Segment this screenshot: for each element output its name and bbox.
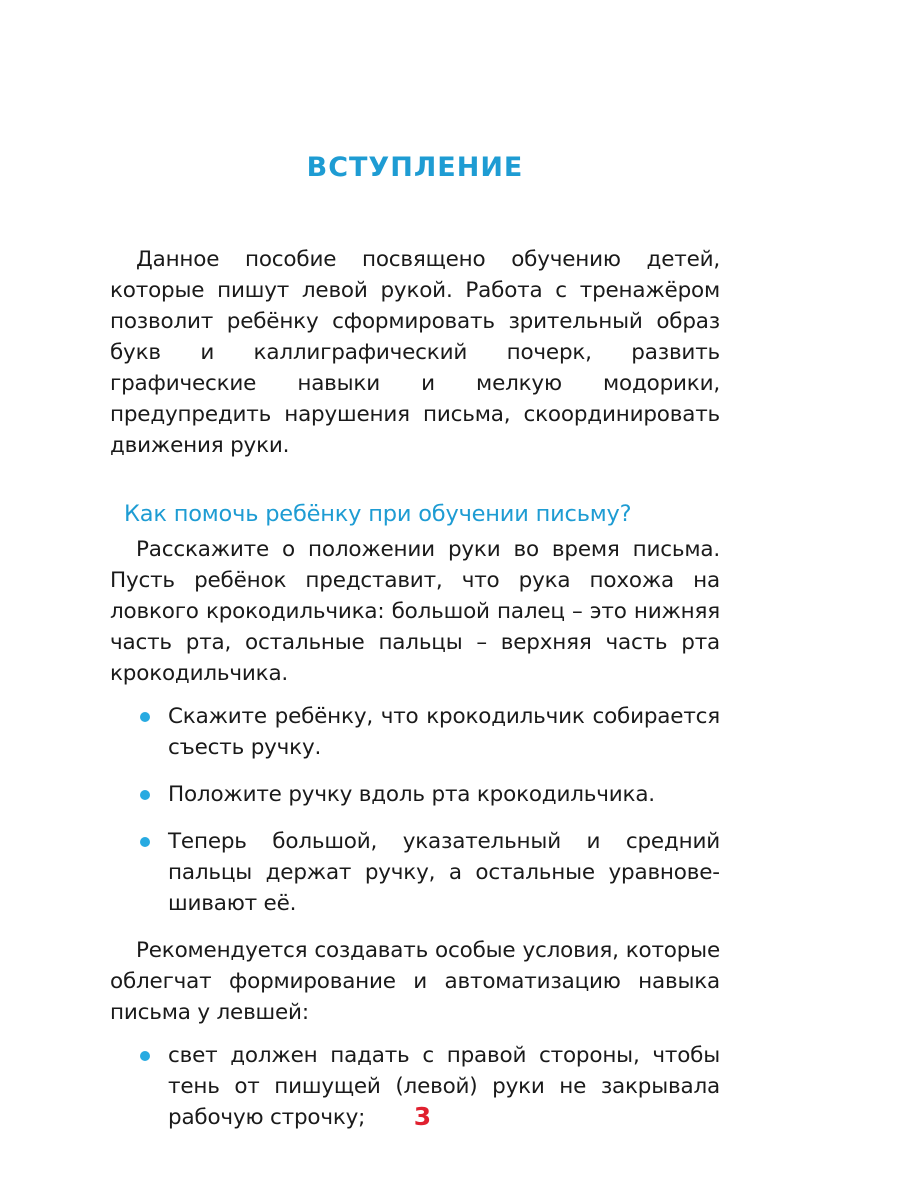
bullet-icon <box>140 790 150 800</box>
hand-position-paragraph: Расскажите о положении руки во время письма. Пусть ребёнок представит, что рука похожа на ловкого крокодильчика: большой палец – это нижняя часть рта, остальные пальцы – верхняя часть рта крокодильчика. <box>110 537 720 686</box>
bullet-icon <box>140 837 150 847</box>
section-heading: Как помочь ребёнку при обучении письму? <box>124 501 632 527</box>
bullet-icon <box>140 712 150 722</box>
page-title: ВСТУПЛЕНИЕ <box>306 152 524 183</box>
bullet-icon <box>140 1051 150 1061</box>
page-body <box>110 244 720 1149</box>
list-item <box>110 701 720 763</box>
list-item <box>110 826 720 919</box>
intro-paragraph: Данное пособие посвящено обучению детей, которые пишут левой рукой. Работа с тренажёром позволит ребёнку сформировать зрительный образ букв и каллиграфический почерк, развить графические навыки и мелкую модорики, предупредить нарушения письма, скоординировать движения руки. <box>110 247 720 458</box>
list-item <box>110 779 720 810</box>
page-number: 3 <box>413 1102 432 1131</box>
list-item-text: Скажите ребёнку, что крокодильчик собирается съесть ручку. <box>168 704 720 760</box>
steps-list <box>110 701 720 919</box>
list-item-text: свет должен падать с правой стороны, чтобы тень от пишущей (левой) руки не закрывала рабочую строчку; <box>168 1043 720 1130</box>
list-item-text: Теперь большой, указательный и средний пальцы держат ручку, а остальные уравновешивают её. <box>168 829 720 916</box>
list-item-text: Положите ручку вдоль рта крокодильчика. <box>168 782 655 807</box>
conditions-paragraph: Рекомендуется создавать особые условия, которые облегчат формирование и автоматизацию навыка письма у левшей: <box>110 938 720 1025</box>
